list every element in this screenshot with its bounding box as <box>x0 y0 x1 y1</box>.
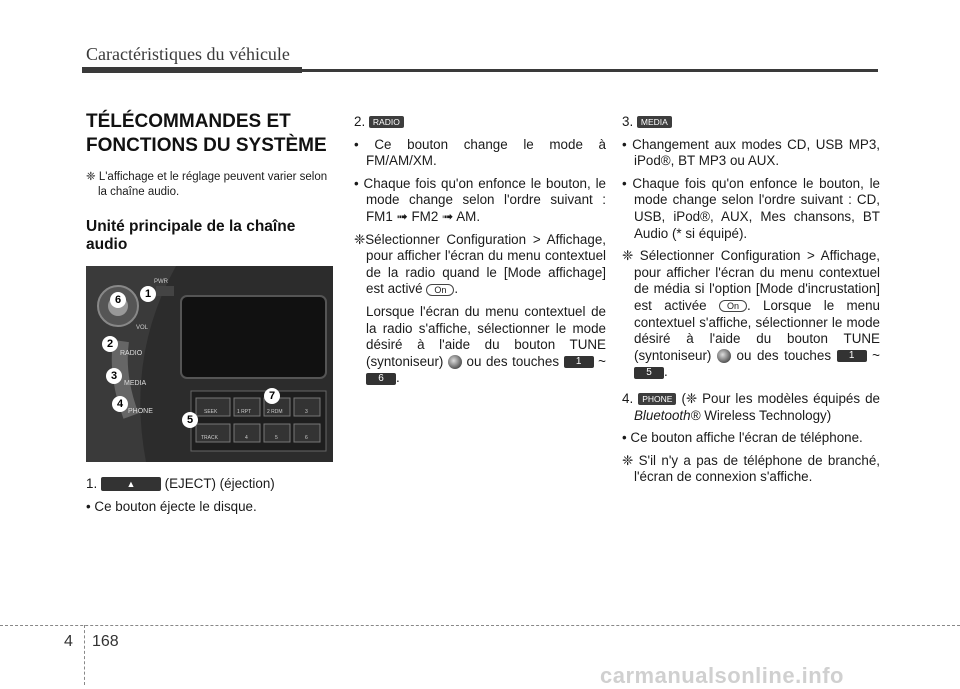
callout-7: 7 <box>264 388 280 404</box>
item-4-note: ❈ S'il n'y a pas de téléphone de branché, l'écran de connexion s'affiche. <box>622 452 880 485</box>
item-2-paragraph: Lorsque l'écran du menu contextuel de la radio s'affiche, sélectionner le mode désiré à l'aide du bouton TUNE (syntoniseur) ou des touches 1 ~ 6 . <box>366 303 606 386</box>
label-pwr: PWR <box>154 279 168 285</box>
label-k5: 5 <box>275 435 278 441</box>
callout-3: 3 <box>106 368 122 384</box>
column-1 <box>86 110 336 521</box>
preset-key-1: 1 <box>564 356 594 368</box>
preset-key-1: 1 <box>837 350 867 362</box>
item-2-note: ❈Sélectionner Configuration > Affichage, pour afficher l'écran du menu contextuel de la radio quand le [Mode affichage] est activé On . <box>354 231 606 297</box>
subsection-title: Unité principale de la chaîne audio <box>86 218 296 253</box>
item-3-note: ❈ Sélectionner Configuration > Affichage, pour afficher l'écran du menu contextuel de média si l'option [Mode d'incrustation] est activée On . Lorsque le menu contextuel s'affiche, sélectionner le mode désiré à l'aide du bouton TUNE (syntoniseur) ou des touches 1 ~ 5 . <box>622 248 880 380</box>
item-3-bullet-2: • Chaque fois qu'on enfonce le bouton, le mode change selon l'ordre suivant : CD, USB, iPod®, AUX, Mes chansons, BT Audio (* si équipé). <box>622 175 880 241</box>
label-k4: 4 <box>245 435 248 441</box>
label-radio: RADIO <box>120 350 143 357</box>
column-2 <box>354 110 606 393</box>
item-1-bullet: • Ce bouton éjecte le disque. <box>86 498 257 514</box>
section-title: TÉLÉCOMMANDES ET FONCTIONS DU SYSTÈME <box>86 111 327 156</box>
preset-key-6: 6 <box>366 373 396 385</box>
tune-knob-icon <box>448 355 462 369</box>
item-2-bullet-1: • Ce bouton change le mode à FM/AM/XM. <box>354 136 606 169</box>
label-track: TRACK <box>201 435 218 441</box>
column-3 <box>622 110 880 492</box>
phone-key-label: PHONE <box>638 393 676 405</box>
label-phone: PHONE <box>128 408 153 415</box>
callout-6: 6 <box>110 292 126 308</box>
tune-knob-icon <box>717 349 731 363</box>
head-unit-photo <box>86 266 333 462</box>
radio-key-label: RADIO <box>369 116 404 128</box>
arrow-icon: ➟ <box>396 208 408 224</box>
chapter-number: 4 <box>64 633 73 650</box>
label-vol: VOL <box>136 325 149 331</box>
item-3-bullet-1: • Changement aux modes CD, USB MP3, iPod®, BT MP3 ou AUX. <box>622 136 880 169</box>
callout-5: 5 <box>182 412 198 428</box>
note-display-varies: ❈ L'affichage et le réglage peuvent varier selon la chaîne audio. <box>86 171 328 198</box>
item-1: 1. ▲ (EJECT) (éjection) <box>86 476 275 491</box>
footer-divider <box>84 625 85 685</box>
eject-key-icon: ▲ <box>101 477 161 491</box>
callout-1: 1 <box>140 286 156 302</box>
preset-key-5: 5 <box>634 367 664 379</box>
label-k2: 2 RDM <box>267 409 283 415</box>
media-key-label: MEDIA <box>637 116 672 128</box>
callout-2: 2 <box>102 336 118 352</box>
label-media: MEDIA <box>124 380 147 387</box>
footer-rule <box>0 625 960 626</box>
label-seek: SEEK <box>204 409 218 415</box>
watermark: carmanualsonline.info <box>600 663 844 688</box>
label-k6: 6 <box>305 435 308 441</box>
label-k3: 3 <box>305 409 308 415</box>
callout-4: 4 <box>112 396 128 412</box>
running-header: Caractéristiques du véhicule <box>86 44 290 64</box>
item-2-heading: 2. RADIO <box>354 114 606 131</box>
item-4-bullet: • Ce bouton affiche l'écran de téléphone. <box>622 430 863 446</box>
header-rule <box>82 69 878 72</box>
on-toggle-icon: On <box>426 284 454 296</box>
label-k1: 1 RPT <box>237 409 252 415</box>
item-4: 4. PHONE (❈ Pour les modèles équipés de Bluetooth® Wireless Technology) <box>622 390 880 423</box>
arrow-icon: ➟ <box>442 208 454 224</box>
on-toggle-icon: On <box>719 300 747 312</box>
item-2-bullet-2: • Chaque fois qu'on enfonce le bouton, le mode change selon l'ordre suivant : FM1 ➟ FM2 ➟ AM. <box>354 175 606 224</box>
item-3-heading: 3. MEDIA <box>622 114 880 131</box>
page-number: 168 <box>92 633 119 650</box>
